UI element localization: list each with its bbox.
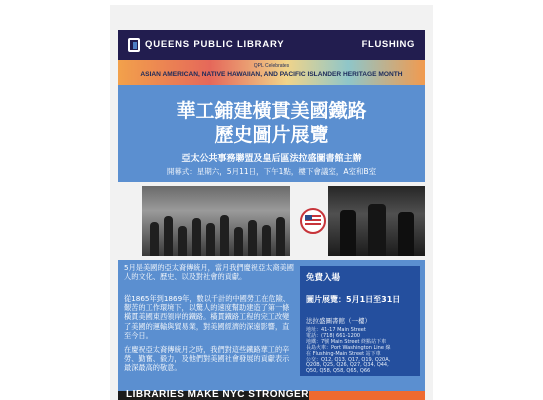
event-sponsor: 亞太公共事務聯盟及皇后區法拉盛圖書館主辦 <box>181 154 362 164</box>
exhibit-dates: 圖片展覽：5月1日至31日 <box>306 295 401 304</box>
banner-subtitle: QPL Celebrates <box>253 63 290 69</box>
footer-accent <box>309 391 425 400</box>
flag-emblem-icon <box>300 208 326 234</box>
subway-directions: 地鐵：7號 Main Street 終點站下車 <box>306 339 387 345</box>
bus-directions-3: Q50, Q58, Q58, Q65, Q66 <box>306 368 371 374</box>
banner-title: ASIAN AMERICAN, NATIVE HAWAIIAN, AND PACIFIC ISLANDER HERITAGE MONTH <box>140 71 403 78</box>
footer-slogan: LIBRARIES MAKE NYC STRONGER <box>126 389 309 400</box>
workers-portrait-photo <box>328 186 425 256</box>
venue-address: 地址：41-17 Main Street <box>306 327 366 333</box>
branch-name: FLUSHING <box>361 39 415 50</box>
lirr-directions: 長島火車：Port Washington Line 線 <box>306 345 391 351</box>
event-title-line1: 華工鋪建橫貫美國鐵路 <box>176 100 367 122</box>
heritage-banner <box>118 60 425 85</box>
lirr-directions-2: 在 Flushing-Main Street 站下車 <box>306 351 381 357</box>
footer-bar <box>118 391 425 400</box>
event-flyer <box>118 30 425 400</box>
free-admission: 免費入場 <box>306 273 341 283</box>
body-paragraph-3: 在慶祝亞太裔傳統月之時，我們對這些鐵路華工的辛勞、勤奮、毅力，及他們對美國社會發展的貢獻表示最深最高的敬意。 <box>124 345 290 373</box>
venue-name: 法拉盛圖書館（一樓） <box>306 317 371 325</box>
body-paragraph-2: 從1865年到1869年，數以千計的中國勞工在危險、艱苦的工作環境下，以驚人的速度幫助建造了第一條橫貫美國東西領岸的鐵路。橫貫鐵路工程的完工改變了美國的運輸與貿易業，對美國經濟的深遠影響，直至今日。 <box>124 294 290 340</box>
library-name: QUEENS PUBLIC LIBRARY <box>145 39 285 50</box>
photo-strip <box>118 182 425 260</box>
document-page <box>110 5 433 400</box>
bus-directions-2: Q20B, Q25, Q26, Q27, Q34, Q44, <box>306 362 389 368</box>
library-header <box>118 30 425 60</box>
library-logo-icon <box>128 38 140 52</box>
event-title-line2: 歷史圖片展覽 <box>214 124 329 146</box>
opening-ceremony: 開幕式：星期六，5月11日，下午1點，樓下會議室，A室和B室 <box>166 167 377 176</box>
venue-phone: 電話：(718) 661-1200 <box>306 333 361 339</box>
event-info-box <box>300 266 420 376</box>
body-paragraph-1: 5月是美國的亞太裔傳統月，當月我們慶祝亞太裔美國人的文化、歷史、以及對社會的貢獻。 <box>124 263 294 282</box>
railroad-workers-photo <box>142 186 290 256</box>
bus-directions-1: 公交：Q12, Q13, Q17, Q19, Q20A, <box>306 357 391 363</box>
